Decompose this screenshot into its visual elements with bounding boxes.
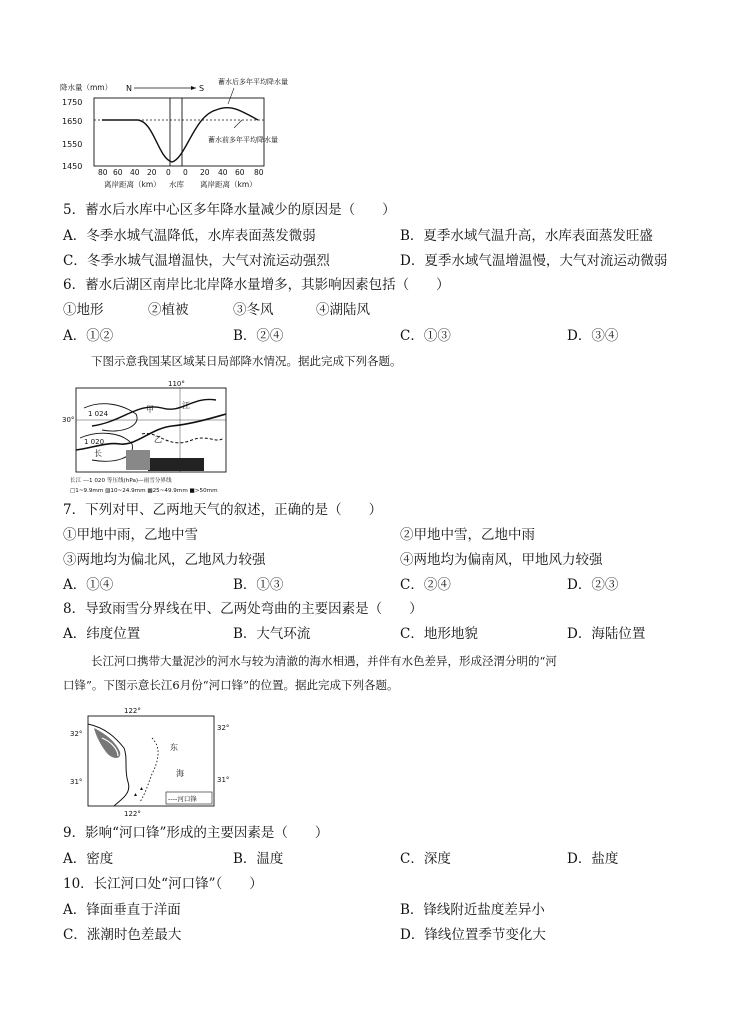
fig3-lat31-left: 31° [70,778,83,786]
q7-option-a[interactable]: A．①④ [63,577,114,593]
fig1-legend-before: 蓄水前多年平均降水量 [208,136,278,144]
fig1-ytick-1750: 1750 [62,98,83,107]
fig1-xlabel-right: 离岸距离（km） [200,180,257,189]
fig1-ylabel: 降水量（mm） [60,83,113,92]
q6-item-2: ②植被 [148,302,189,318]
q7-option-d[interactable]: D．②③ [567,577,619,593]
q7-item-4: ④两地均为偏南风，甲地风力较强 [400,552,603,568]
q9-option-d[interactable]: D．盐度 [567,851,619,867]
fig1-xtick-l60: 60 [113,168,123,177]
fig1-xtick-r80: 80 [254,168,264,177]
fig1-north: N [126,84,132,93]
fig1-xtick-r40: 40 [218,168,228,177]
fig2-yi: 乙 [154,435,162,444]
q6-option-a[interactable]: A．①② [63,328,114,344]
q6-item-3: ③冬风 [233,302,274,318]
q10-option-b[interactable]: B．锋线附近盐度差异小 [400,902,545,918]
q10-stem: 10．长江河口处“河口锋”（ ） [63,876,263,892]
fig2-legend-2: □1~9.9mm ▨10~24.9mm ▩25~49.9mm ■>50mm [70,488,218,494]
q7-option-b[interactable]: B．①③ [233,577,284,593]
fig2-lat: 30° [62,416,75,424]
q8-option-a[interactable]: A．纬度位置 [63,626,141,642]
fig2-chang: 长 [94,449,102,458]
q9-stem: 9．影响“河口锋”形成的主要因素是（ ） [63,825,329,841]
fig1-xtick-l80: 80 [98,168,108,177]
q6-stem: 6．蓄水后湖区南岸比北岸降水量增多，其影响因素包括（ ） [63,277,450,293]
q8-option-c[interactable]: C．地形地貌 [400,626,478,642]
svg-text:▴: ▴ [140,785,144,792]
q10-option-c[interactable]: C．涨潮时色差最大 [63,927,182,943]
q6-item-4: ④湖陆风 [316,302,370,318]
fig1-ytick-1550: 1550 [62,140,83,149]
q8-stem: 8．导致雨雪分界线在甲、乙两处弯曲的主要因素是（ ） [63,601,423,617]
precipitation-profile-figure [58,76,288,194]
fig2-lon: 110° [168,380,185,388]
fig1-xlabel-left: 离岸距离（km） [104,180,161,189]
q9-option-b[interactable]: B．温度 [233,851,284,867]
fig3-hai: 海 [176,769,184,778]
fig1-ytick-1450: 1450 [62,162,83,171]
fig3-legend: ----河口锋 [168,795,197,803]
q7-stem: 7．下列对甲、乙两地天气的叙述，正确的是（ ） [63,502,383,518]
q8-option-d[interactable]: D．海陆位置 [567,626,646,642]
intro-3a: 长江河口携带大量泥沙的河水与较为清澈的海水相遇，并伴有水色差异，形成泾渭分明的“河 [91,654,557,668]
q6-option-b[interactable]: B．②④ [233,328,284,344]
q6-item-1: ①地形 [63,302,104,318]
fig3-lat31-right: 31° [217,776,230,784]
q10-option-a[interactable]: A．锋面垂直于洋面 [63,902,181,918]
q5-option-d[interactable]: D．夏季水域气温增温慢，大气对流运动微弱 [400,253,668,269]
q5-stem: 5．蓄水后水库中心区多年降水量减少的原因是（ ） [63,202,396,218]
fig3-lat32-left: 32° [70,730,83,738]
q8-option-b[interactable]: B．大气环流 [233,626,311,642]
q6-option-d[interactable]: D．③④ [567,328,619,344]
fig1-xlabel-mid: 水库 [169,180,184,189]
intro-3b: 口锋”。下图示意长江6月份“河口锋”的位置。据此完成下列各题。 [63,678,399,692]
q7-item-1: ①甲地中雨，乙地中雪 [63,527,198,543]
fig3-coastline [88,724,129,806]
fig2-iso2: 1 020 [84,438,105,446]
fig1-xtick-r0: 0 [183,168,188,177]
fig1-legend-after: 蓄水后多年平均降水量 [218,78,288,86]
fig3-lat32-right: 32° [217,724,230,732]
fig3-dong: 东 [170,743,178,752]
fig1-after-curve [102,108,258,162]
q5-option-c[interactable]: C．冬季水城气温增温快，大气对流运动强烈 [63,253,330,269]
fig1-xtick-r20: 20 [200,168,210,177]
q9-option-c[interactable]: C．深度 [400,851,451,867]
q7-item-3: ③两地均为偏北风，乙地风力较强 [63,552,266,568]
fig1-xtick-l40: 40 [130,168,140,177]
fig2-iso1: 1 024 [88,410,109,418]
rain-snow-map-figure [62,378,242,496]
fig2-jiang: 江 [182,401,190,410]
q7-item-2: ②甲地中雪，乙地中雨 [400,527,535,543]
fig3-front-line [140,738,158,802]
fig1-ytick-1650: 1650 [62,117,83,126]
q5-option-a[interactable]: A．冬季水城气温降低，水库表面蒸发微弱 [63,228,316,244]
estuary-front-map-figure [66,704,238,818]
fig3-lon-bottom: 122° [124,810,141,818]
fig1-xtick-r60: 60 [235,168,245,177]
fig1-south: S [199,84,205,93]
q9-option-a[interactable]: A．密度 [63,851,114,867]
fig1-xtick-l0: 0 [166,168,171,177]
svg-text:▴: ▴ [134,791,138,798]
q6-option-c[interactable]: C．①③ [400,328,451,344]
fig3-lon-top: 122° [124,707,141,715]
intro-2: 下图示意我国某区域某日局部降水情况。据此完成下列各题。 [91,354,402,368]
fig1-xtick-l20: 20 [147,168,157,177]
fig2-jia: 甲 [146,405,154,414]
q10-option-d[interactable]: D．锋线位置季节变化大 [400,927,546,943]
q7-option-c[interactable]: C．②④ [400,577,451,593]
fig2-legend-1: 长江 ---1 020 等压线(hPa)—雨雪分界线 [70,478,172,484]
q5-option-b[interactable]: B．夏季水域气温升高，水库表面蒸发旺盛 [400,228,653,244]
